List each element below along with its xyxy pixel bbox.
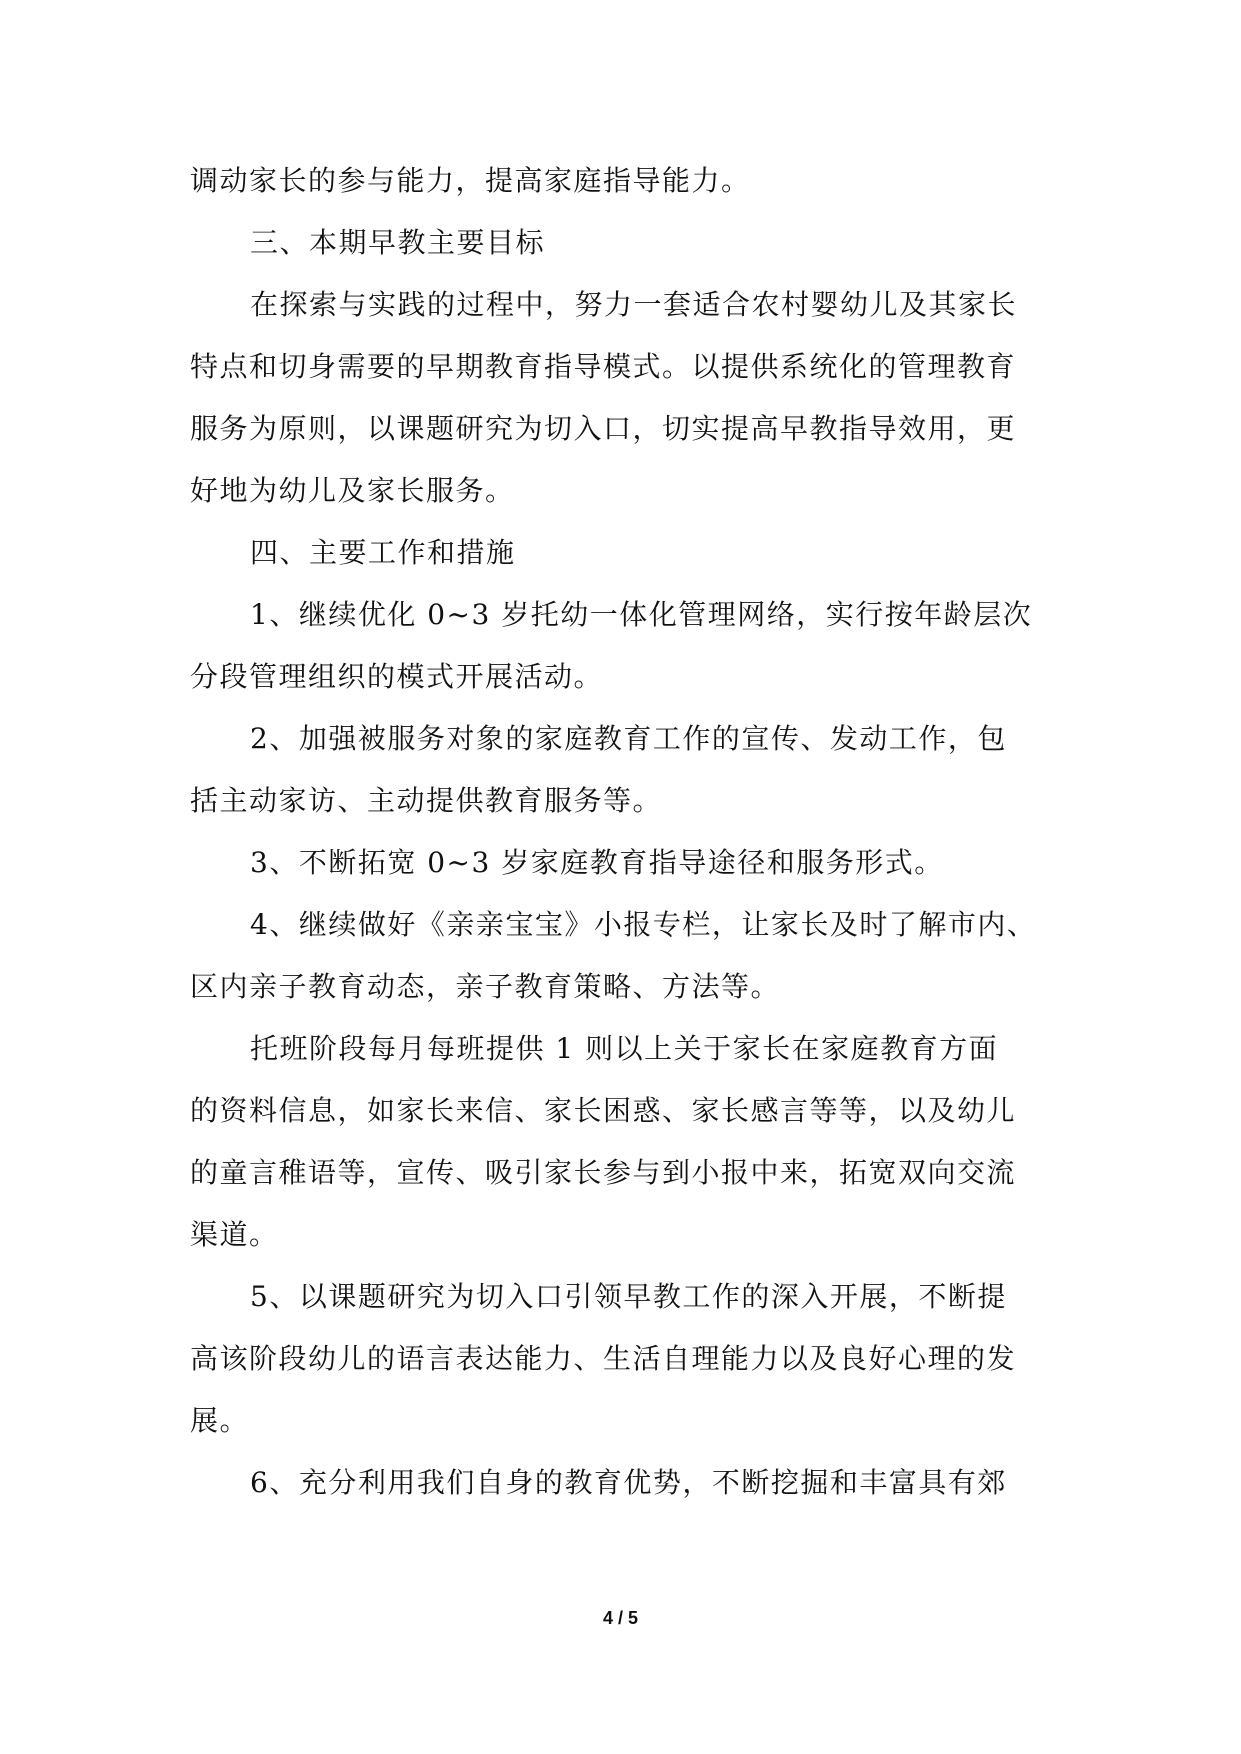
text-line: 服务为原则，以课题研究为切入口，切实提高早教指导效用，更 bbox=[190, 412, 1017, 445]
text-line: 高该阶段幼儿的语言表达能力、生活自理能力以及良好心理的发 bbox=[190, 1342, 1017, 1375]
text-line: 括主动家访、主动提供教育服务等。 bbox=[190, 784, 663, 817]
text-line: 托班阶段每月每班提供 1 则以上关于家长在家庭教育方面 bbox=[250, 1032, 999, 1065]
section-heading-3: 三、本期早教主要目标 bbox=[250, 226, 546, 259]
text-line: 特点和切身需要的早期教育指导模式。以提供系统化的管理教育 bbox=[190, 350, 1017, 383]
document-body bbox=[190, 150, 1060, 1514]
text-line: 调动家长的参与能力，提高家庭指导能力。 bbox=[190, 164, 751, 197]
text-line: 2、加强被服务对象的家庭教育工作的宣传、发动工作，包 bbox=[250, 722, 1007, 755]
text-line: 在探索与实践的过程中，努力一套适合农村婴幼儿及其家长 bbox=[250, 288, 1018, 321]
section-heading-4: 四、主要工作和措施 bbox=[250, 536, 516, 569]
text-line: 好地为幼儿及家长服务。 bbox=[190, 474, 515, 507]
text-line: 1、继续优化 0~3 岁托幼一体化管理网络，实行按年龄层次 bbox=[250, 598, 1033, 631]
text-line: 的童言稚语等，宣传、吸引家长参与到小报中来，拓宽双向交流 bbox=[190, 1156, 1017, 1189]
text-line: 6、充分利用我们自身的教育优势，不断挖掘和丰富具有郊 bbox=[250, 1466, 1007, 1499]
text-line: 展。 bbox=[190, 1404, 250, 1437]
page-number: 4 / 5 bbox=[602, 1608, 639, 1628]
text-line: 5、以课题研究为切入口引领早教工作的深入开展，不断提 bbox=[250, 1280, 1007, 1313]
text-line: 渠道。 bbox=[190, 1218, 279, 1251]
text-line: 分段管理组织的模式开展活动。 bbox=[190, 660, 604, 693]
text-line: 4、继续做好《亲亲宝宝》小报专栏，让家长及时了解市内、 bbox=[250, 908, 1037, 941]
text-line: 的资料信息，如家长来信、家长困惑、家长感言等等，以及幼儿 bbox=[190, 1094, 1017, 1127]
text-line: 区内亲子教育动态，亲子教育策略、方法等。 bbox=[190, 970, 781, 1003]
text-line: 3、不断拓宽 0~3 岁家庭教育指导途径和服务形式。 bbox=[250, 846, 944, 879]
